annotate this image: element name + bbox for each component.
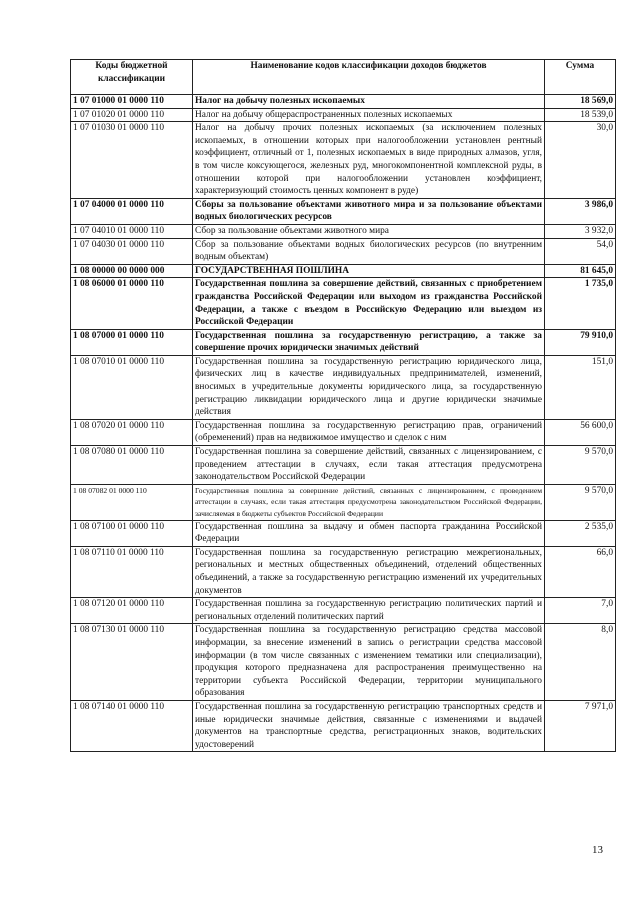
table-row [71,624,616,701]
table-row [71,122,616,199]
table-row [71,419,616,445]
row-sum: 18 569,0 [545,95,616,109]
row-name: Государственная пошлина за совершение действий, связанных с лицензированием, с проведением аттестации в случаях, если такая аттестация предусмотрена законодательством Российской Федерации [193,446,545,485]
row-name: Государственная пошлина за государственную регистрацию юридического лица, физических лиц в качестве индивидуальных предпринимателей, изменений, вносимых в учредительные документы юридического лица, за государственную регистрацию ликвидации юридического лица и другие юридически значимые действия [193,355,545,419]
document-page [70,59,615,752]
header-name: Наименование кодов классификации доходов бюджетов [193,60,545,95]
row-name: Государственная пошлина за государственную регистрацию транспортных средств и иные юридически значимые действия, связанные с изменениями и выдачей документов на транспортные средства, регистрационных знаков, водительских удостоверений [193,700,545,751]
row-sum: 1 735,0 [545,278,616,329]
row-name: Государственная пошлина за государственную регистрацию прав, ограничений (обременений) прав на недвижимое имущество и сделок с ним [193,419,545,445]
table-row [71,355,616,419]
table-header-row [71,60,616,95]
table-row [71,598,616,624]
row-code: 1 08 07100 01 0000 110 [71,520,193,546]
row-code: 1 08 07010 01 0000 110 [71,355,193,419]
row-name: ГОСУДАРСТВЕННАЯ ПОШЛИНА [193,264,545,278]
table-row [71,108,616,122]
row-code: 1 08 07020 01 0000 110 [71,419,193,445]
row-name: Налог на добычу общераспространенных полезных ископаемых [193,108,545,122]
row-sum: 8,0 [545,624,616,701]
table-row [71,278,616,329]
row-sum: 7 971,0 [545,700,616,751]
table-row [71,198,616,224]
row-name: Государственная пошлина за совершение действий, связанных с приобретением гражданства Российской Федерации или выходом из гражданства Российской Федерации, а также с въездом в Российскую Федерацию или выездом из Российской Федерации [193,278,545,329]
row-name: Налог на добычу прочих полезных ископаемых (за исключением полезных ископаемых, в отношении которых при налогообложении установлен рентный коэффициент, отличный от 1, полезных ископаемых в виде природных алмазов, угля, в том числе коксующегося, железных руд, многокомпонентной комплексной руды, в отношении которой при налогообложении установлен коэффициент, характеризующий стоимость ценных компонент в руде) [193,122,545,199]
header-sum: Сумма [545,60,616,95]
table-row [71,224,616,238]
row-code: 1 08 07000 01 0000 110 [71,329,193,355]
row-code: 1 08 07120 01 0000 110 [71,598,193,624]
table-row [71,546,616,597]
row-code: 1 08 07080 01 0000 110 [71,446,193,485]
row-name: Государственная пошлина за совершение действий, связанных с лицензированием, с проведением аттестации в случаях, если такая аттестация предусмотрена законодательством Российской Федерации, зачисляемая в бюджеты субъектов Российской Федерации [193,484,545,520]
row-sum: 56 600,0 [545,419,616,445]
row-sum: 7,0 [545,598,616,624]
row-code: 1 08 07082 01 0000 110 [71,484,193,520]
row-name: Государственная пошлина за выдачу и обмен паспорта гражданина Российской Федерации [193,520,545,546]
row-code: 1 08 07110 01 0000 110 [71,546,193,597]
row-code: 1 07 04010 01 0000 110 [71,224,193,238]
row-code: 1 07 01000 01 0000 110 [71,95,193,109]
row-code: 1 08 07140 01 0000 110 [71,700,193,751]
table-row [71,700,616,751]
row-sum: 30,0 [545,122,616,199]
budget-revenue-table [70,59,616,752]
row-sum: 79 910,0 [545,329,616,355]
row-code: 1 07 01020 01 0000 110 [71,108,193,122]
row-sum: 9 570,0 [545,484,616,520]
table-row [71,484,616,520]
row-sum: 3 986,0 [545,198,616,224]
table-row [71,329,616,355]
row-name: Государственная пошлина за государственную регистрацию политических партий и региональных отделений политических партий [193,598,545,624]
table-body [71,95,616,752]
row-name: Сбор за пользование объектами водных биологических ресурсов (по внутренним водным объектам) [193,238,545,264]
header-code: Коды бюджетной классификации [71,60,193,95]
row-name: Налог на добычу полезных ископаемых [193,95,545,109]
row-code: 1 08 07130 01 0000 110 [71,624,193,701]
row-sum: 54,0 [545,238,616,264]
row-sum: 18 539,0 [545,108,616,122]
row-sum: 9 570,0 [545,446,616,485]
row-name: Сборы за пользование объектами животного мира и за пользование объектами водных биологических ресурсов [193,198,545,224]
table-row [71,95,616,109]
row-sum: 2 535,0 [545,520,616,546]
row-code: 1 07 01030 01 0000 110 [71,122,193,199]
row-name: Сбор за пользование объектами животного мира [193,224,545,238]
row-sum: 3 932,0 [545,224,616,238]
row-code: 1 07 04030 01 0000 110 [71,238,193,264]
table-row [71,264,616,278]
row-name: Государственная пошлина за государственную регистрацию межрегиональных, региональных и местных общественных объединений, отделений общественных объединений, а также за государственную регистрацию изменений их учредительных документов [193,546,545,597]
row-code: 1 08 00000 00 0000 000 [71,264,193,278]
row-sum: 81 645,0 [545,264,616,278]
row-name: Государственная пошлина за государственную регистрацию, а также за совершение прочих юридически значимых действий [193,329,545,355]
row-sum: 66,0 [545,546,616,597]
table-row [71,238,616,264]
row-name: Государственная пошлина за государственную регистрацию средства массовой информации, за внесение изменений в запись о регистрации средства массовой информации (в том числе связанных с изменением тематики или специализации), продукция которого предназначена для распространения преимущественно на территории субъекта Российской Федерации, территории муниципального образования [193,624,545,701]
page-number: 13 [592,844,603,856]
row-sum: 151,0 [545,355,616,419]
row-code: 1 07 04000 01 0000 110 [71,198,193,224]
table-row [71,520,616,546]
row-code: 1 08 06000 01 0000 110 [71,278,193,329]
table-row [71,446,616,485]
